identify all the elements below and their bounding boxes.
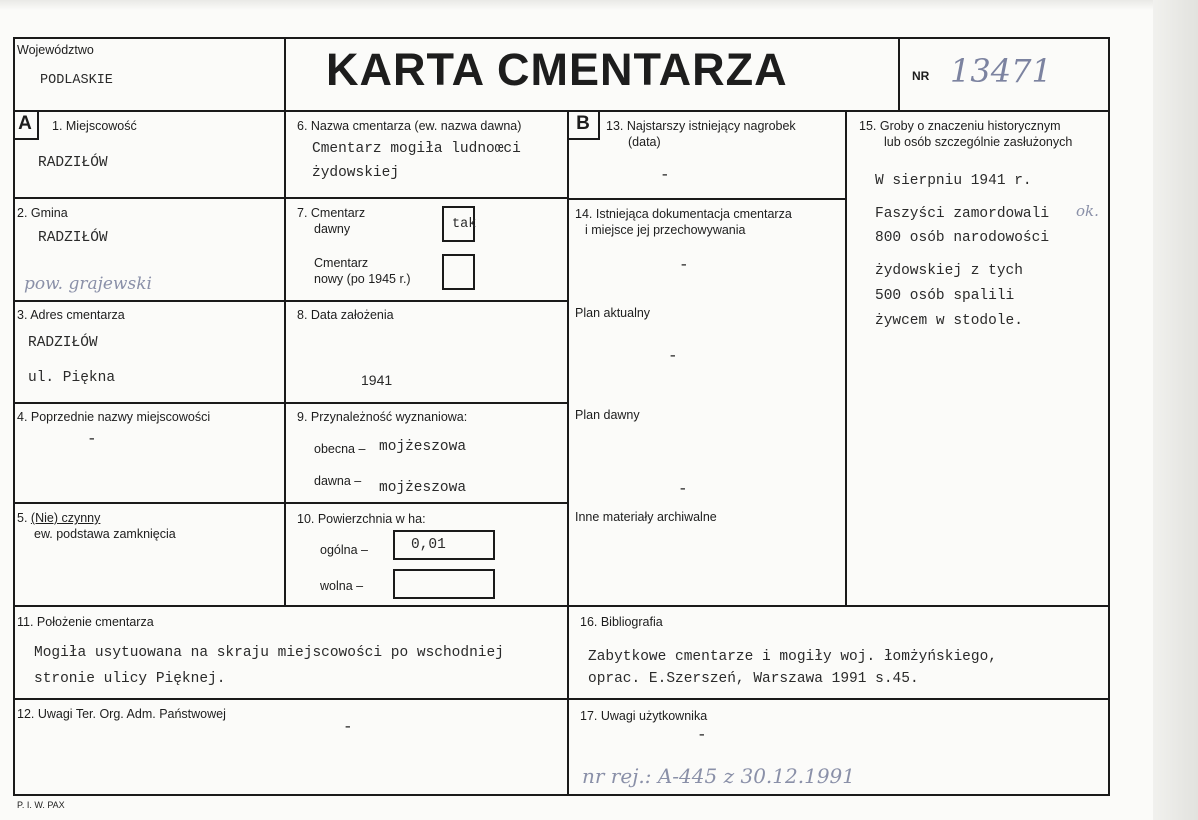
field-10-total-label: ogólna – — [320, 543, 368, 557]
plan-old-label: Plan dawny — [575, 408, 640, 422]
field-5-active-word: czynny — [58, 511, 101, 525]
field-15-line3: 800 osób narodowości — [875, 230, 1050, 246]
field-2-value: RADZIŁÓW — [38, 230, 108, 246]
scan-top-shade — [0, 0, 1198, 10]
field-5-label — [17, 510, 100, 526]
field-14-label: 14. Istniejąca dokumentacja cmentarza — [575, 207, 792, 221]
voivodeship-label: Województwo — [17, 43, 94, 57]
field-17-value: - — [697, 726, 707, 744]
plan-current-label: Plan aktualny — [575, 306, 651, 320]
field-16-line1: Zabytkowe cmentarze i mogiły woj. łomżyńskiego, — [588, 649, 997, 665]
field-10-total-box — [393, 530, 495, 560]
section-b-letter: B — [568, 111, 600, 140]
form-title: KARTA CMENTARZA — [326, 44, 788, 95]
field-13-label-2: (data) — [628, 135, 661, 149]
field-10-total-value: 0,01 — [411, 537, 446, 553]
plan-old-value: - — [678, 480, 688, 498]
field-2-label: 2. Gmina — [17, 206, 68, 220]
field-17-handwritten-registry: nr rej.: A-445 z 30.12.1991 — [582, 764, 855, 788]
field-8-label: 8. Data założenia — [297, 308, 394, 322]
field-15-label: 15. Groby o znaczeniu historycznym — [859, 119, 1061, 133]
field-15-line5: 500 osób spalili — [875, 288, 1015, 304]
field-15-label-2: lub osób szczególnie zasłużonych — [884, 135, 1073, 149]
field-7-new-label-2: nowy (po 1945 r.) — [314, 272, 411, 286]
field-15-line1: W sierpniu 1941 r. — [875, 173, 1032, 189]
field-4-label: 4. Poprzednie nazwy miejscowości — [17, 410, 211, 424]
scan-page-edge — [1153, 0, 1198, 820]
field-9-label: 9. Przynależność wyznaniowa: — [297, 410, 468, 424]
field-13-value: - — [660, 166, 670, 184]
field-16-line2: oprac. E.Szerszeń, Warszawa 1991 s.45. — [588, 671, 919, 687]
nr-label: NR — [912, 69, 930, 83]
nr-value: 13471 — [950, 52, 1052, 90]
field-5-label-2: ew. podstawa zamknięcia — [34, 527, 176, 541]
field-8-value: 1941 — [361, 372, 393, 388]
field-14-label-2: i miejsce jej przechowywania — [585, 223, 746, 237]
other-materials-label: Inne materiały archiwalne — [575, 510, 717, 524]
field-7-new-checkbox — [442, 254, 475, 290]
field-9-former-value: mojżeszowa — [379, 480, 467, 496]
field-6-line1: Cmentarz mogiła ludnoœci — [312, 141, 521, 157]
field-11-line1: Mogiła usytuowana na skraju miejscowości po wschodniej — [34, 645, 504, 661]
field-11-line2: stronie ulicy Pięknej. — [34, 671, 226, 687]
field-16-label: 16. Bibliografia — [580, 615, 663, 629]
field-6-line2: żydowskiej — [312, 165, 400, 181]
voivodeship-value: PODLASKIE — [40, 73, 113, 88]
field-9-current-label: obecna – — [314, 442, 366, 456]
field-1-value: RADZIŁÓW — [38, 155, 108, 171]
field-12-value: - — [343, 718, 353, 736]
field-9-current-value: mojżeszowa — [379, 439, 467, 455]
field-9-former-label: dawna – — [314, 474, 362, 488]
field-10-label: 10. Powierzchnia w ha: — [297, 512, 426, 526]
field-12-label: 12. Uwagi Ter. Org. Adm. Państwowej — [17, 707, 226, 721]
field-1-label: 1. Miejscowość — [52, 119, 137, 133]
field-11-label: 11. Położenie cmentarza — [17, 615, 154, 629]
printer-imprint: P. I. W. PAX — [17, 800, 65, 810]
plan-current-value: - — [668, 347, 678, 365]
field-7-old-value: tak — [452, 217, 477, 232]
field-4-value: - — [87, 430, 97, 448]
field-15-line6: żywcem w stodole. — [875, 313, 1023, 329]
field-7-new-label: Cmentarz — [314, 256, 369, 270]
field-15-handwritten-approx: ok. — [1076, 202, 1099, 220]
field-6-label: 6. Nazwa cmentarza (ew. nazwa dawna) — [297, 119, 522, 133]
field-3-label: 3. Adres cmentarza — [17, 308, 125, 322]
field-15-line4: żydowskiej z tych — [875, 263, 1023, 279]
field-14-value: - — [679, 256, 689, 274]
section-a-letter: A — [13, 111, 39, 140]
field-5-struck-word: (Nie) — [30, 511, 58, 525]
field-2-handwritten-district: pow. grajewski — [24, 274, 152, 294]
field-3-line1: RADZIŁÓW — [28, 335, 98, 351]
field-15-line2: Faszyści zamordowali — [875, 206, 1050, 222]
field-3-line2: ul. Piękna — [28, 370, 116, 386]
field-7-label-2: dawny — [314, 222, 351, 236]
field-10-free-label: wolna – — [320, 579, 364, 593]
field-13-label: 13. Najstarszy istniejący nagrobek — [606, 119, 796, 133]
field-10-free-box — [393, 569, 495, 599]
field-7-label: 7. Cmentarz — [297, 206, 366, 220]
field-7-old-checkbox — [442, 206, 475, 242]
field-5-prefix: 5. — [17, 511, 31, 525]
field-17-label: 17. Uwagi użytkownika — [580, 709, 708, 723]
